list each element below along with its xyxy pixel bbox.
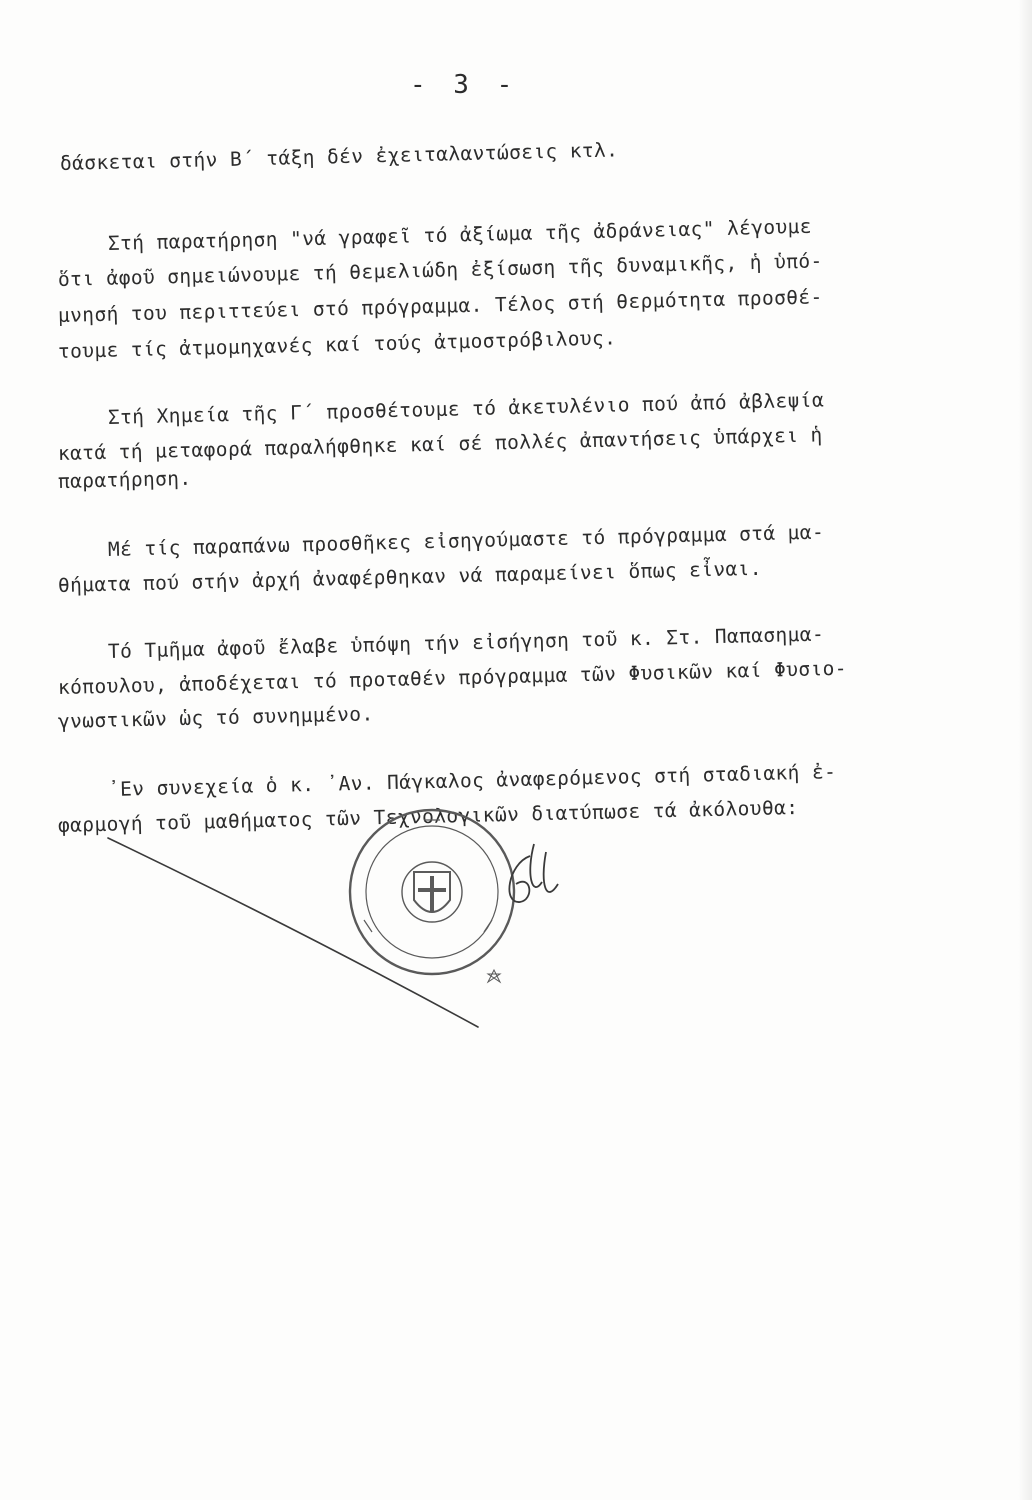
text-line: Τό Τμῆμα ἀφοῦ ἔλαβε ὑπόψη τήν εἰσήγηση τοῦ κ. Στ. Παπασημα-: [107, 622, 825, 663]
text-line: παρατήρηση.: [57, 466, 192, 493]
text-line: κόπουλου, ἀποδέχεται τό προταθέν πρόγραμμα τῶν Φυσικῶν καί Φυσιο-: [57, 656, 848, 699]
text-line: ᾽Εν συνεχεία ὁ κ. ᾽Αν. Πάγκαλος ἀναφερόμενος στή σταδιακή ἐ-: [107, 760, 837, 801]
text-line: κατά τή μεταφορά παραλήφθηκε καί σέ πολλές ἀπαντήσεις ὑπάρχει ἡ: [57, 423, 823, 465]
official-stamp: [320, 800, 560, 990]
text-line: Μέ τίς παραπάνω προσθῆκες εἰσηγούμαστε τό πρόγραμμα στά μα-: [107, 520, 825, 561]
text-line: Στή Χημεία τῆς Γ΄ προσθέτουμε τό ἀκετυλένιο πού ἀπό ἀβλεψία: [107, 388, 825, 429]
text-line: φαρμογή τοῦ μαθήματος τῶν Τεχνολογικῶν διατύπωσε τά ἀκόλουθα:: [57, 795, 799, 837]
text-line: δάσκεται στήν Β΄ τάξη δέν ἐχειταλαντώσεις κτλ.: [59, 138, 619, 175]
page-number: - 3 -: [410, 70, 519, 100]
text-line: μνησή του περιττεύει στό πρόγραμμα. Τέλος στή θερμότητα προσθέ-: [57, 285, 823, 327]
page-edge-shadow: [1018, 0, 1032, 1500]
text-line: τουμε τίς ἀτμομηχανές καί τούς ἀτμοστρόβιλους.: [57, 326, 617, 363]
text-line: Στή παρατήρηση "νά γραφεῖ τό ἀξίωμα τῆς ἀδράνειας" λέγουμε: [107, 214, 813, 255]
text-line: θήματα πού στήν ἀρχή ἀναφέρθηκαν νά παραμείνει ὅπως εἶναι.: [57, 556, 763, 597]
text-line: γνωστικῶν ὡς τό συνημμένο.: [57, 702, 374, 733]
text-line: ὅτι ἀφοῦ σημειώνουμε τή θεμελιώδη ἐξίσωση τῆς δυναμικῆς, ἡ ὑπό-: [57, 249, 823, 291]
